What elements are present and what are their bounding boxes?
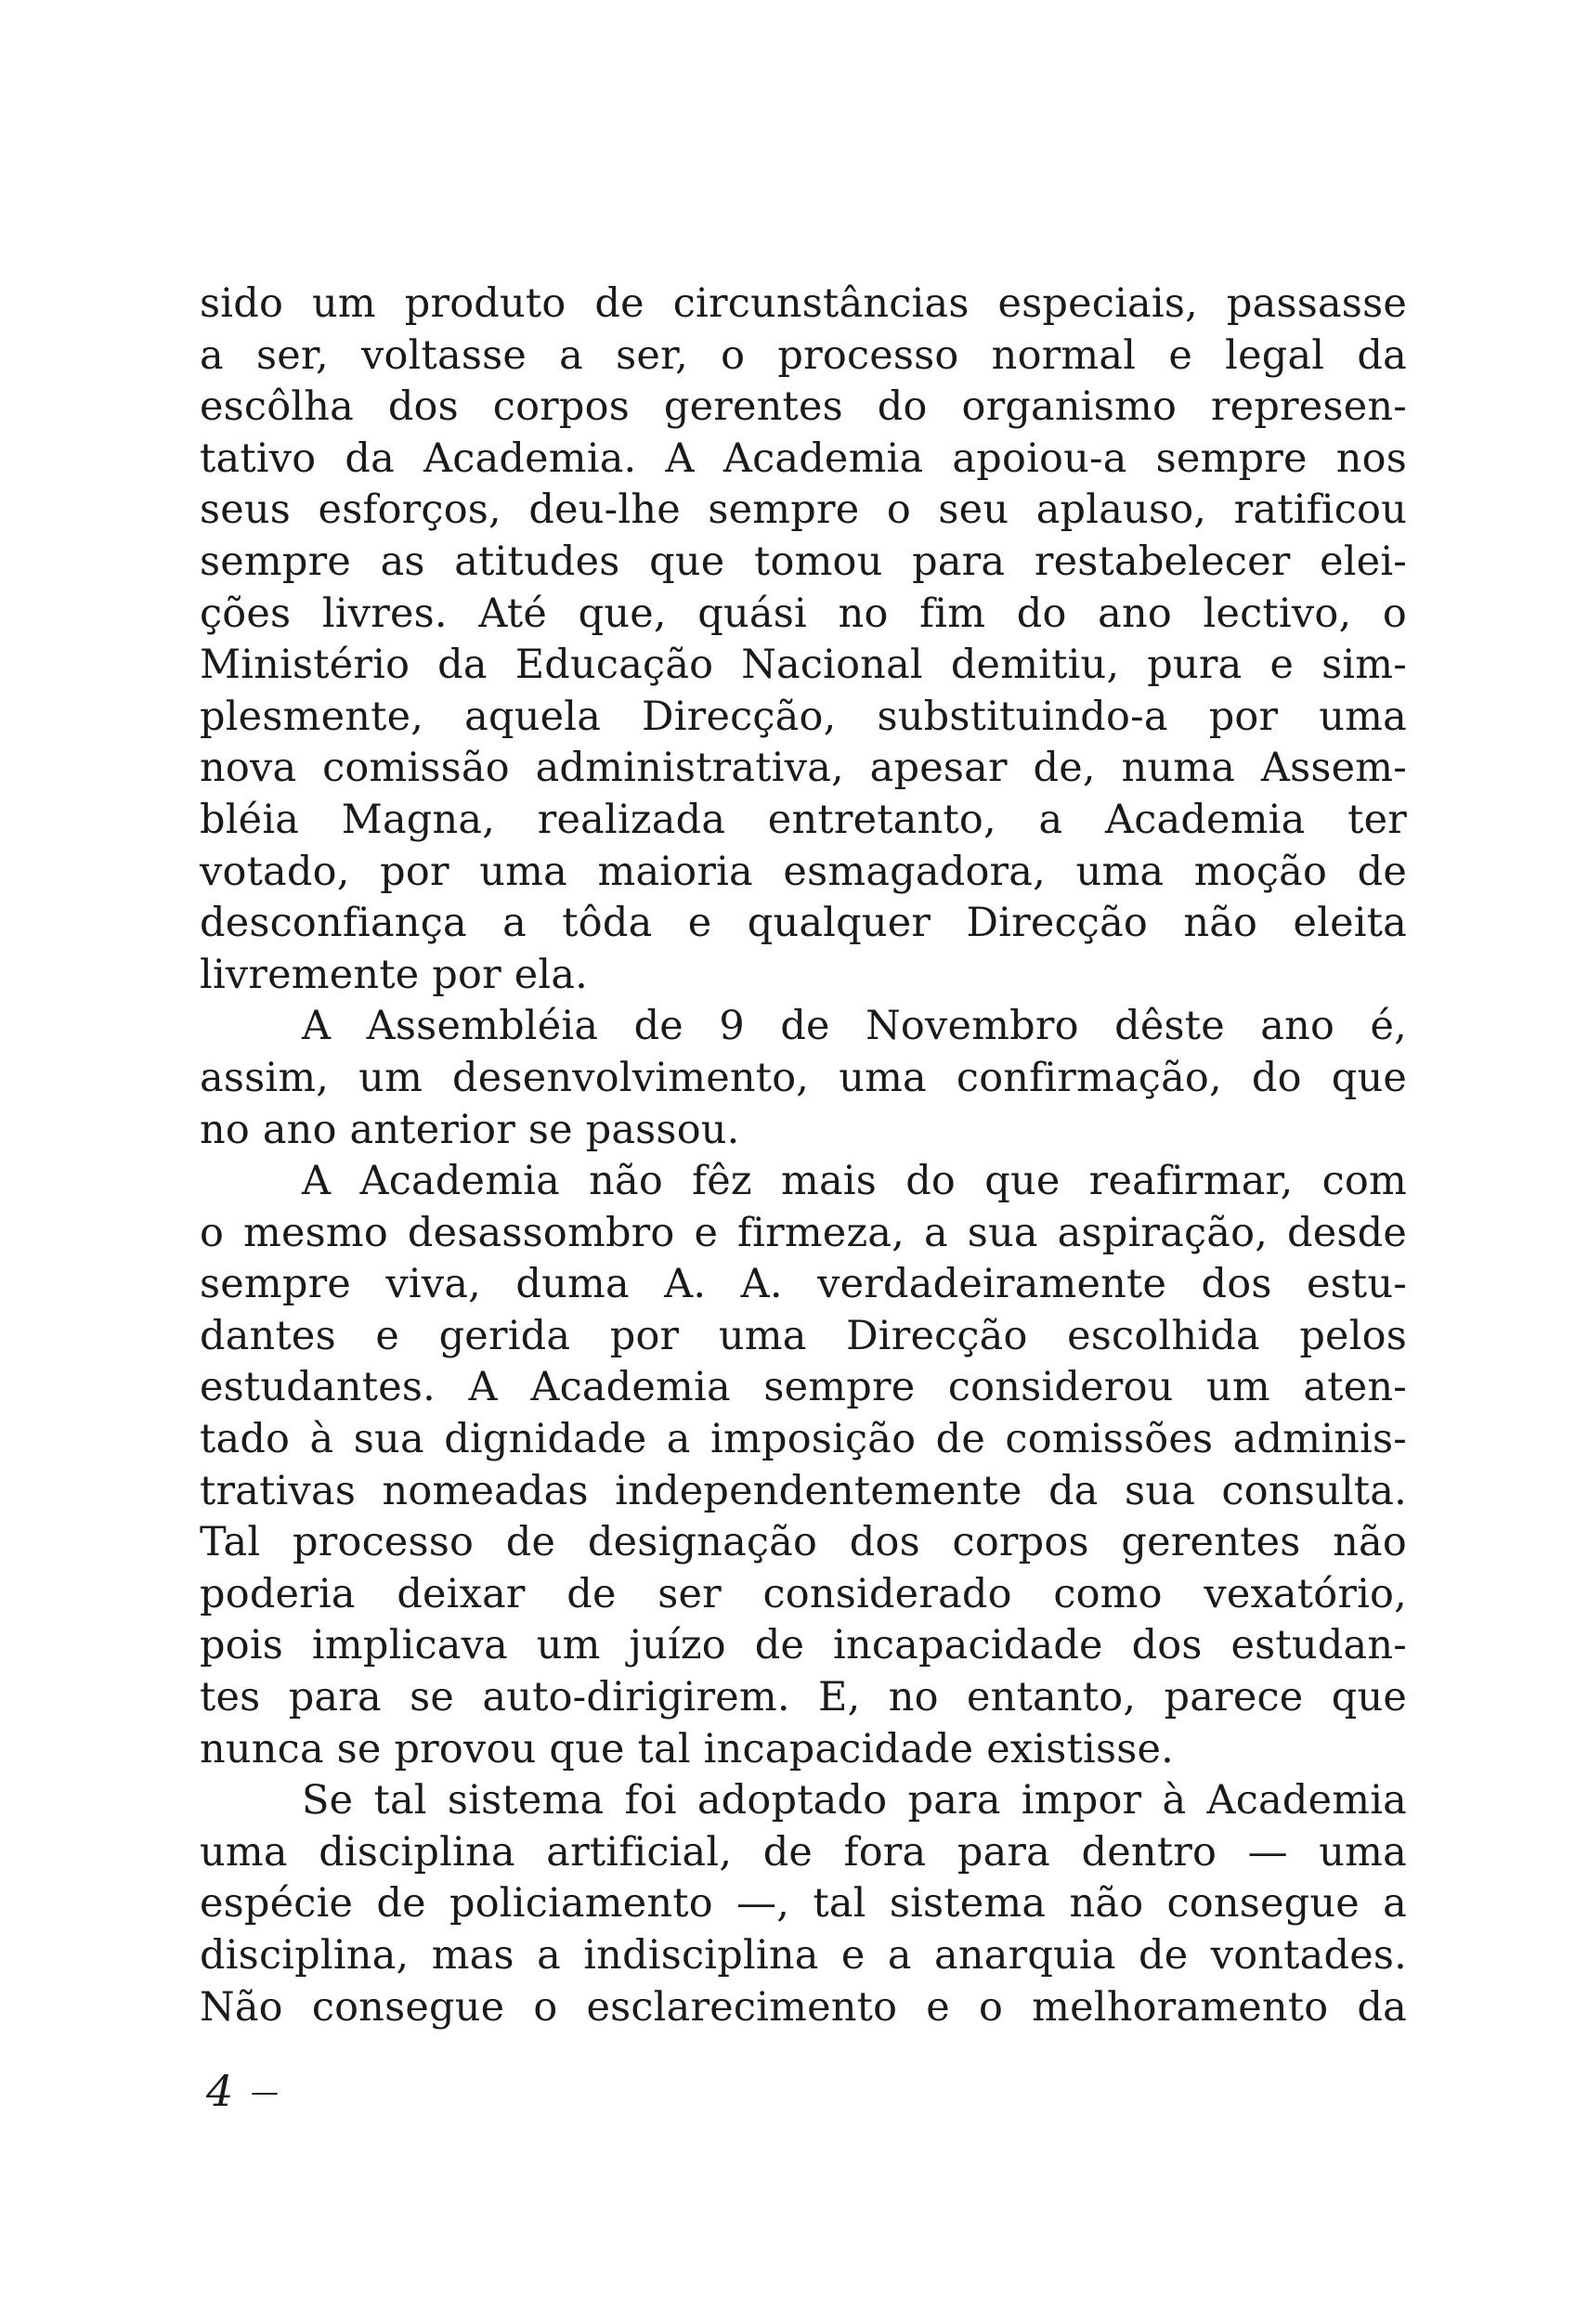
- text-line: escôlha dos corpos gerentes do organismo represen-: [200, 383, 1407, 431]
- text-line: uma disciplina artificial, de fora para dentro — uma: [200, 1828, 1407, 1876]
- text-line: disciplina, mas a indisciplina e a anarquia de vontades.: [200, 1932, 1407, 1979]
- text-line: Ministério da Educação Nacional demitiu, pura e sim-: [200, 642, 1407, 689]
- text-line: dantes e gerida por uma Direcção escolhida pelos: [200, 1312, 1407, 1359]
- text-line: a ser, voltasse a ser, o processo normal e legal da: [200, 331, 1407, 379]
- text-line: sempre viva, duma A. A. verdadeiramente dos estu-: [200, 1261, 1407, 1308]
- text-line: tativo da Academia. A Academia apoiou-a sempre nos: [200, 435, 1407, 482]
- text-line: Se tal sistema foi adoptado para impor à Academia: [302, 1777, 1407, 1824]
- text-line: poderia deixar de ser considerado como vexatório,: [200, 1570, 1407, 1617]
- text-line: estudantes. A Academia sempre considerou um aten-: [200, 1364, 1407, 1411]
- text-line: sido um produto de circunstâncias especiais, passasse: [200, 280, 1407, 327]
- text-line: tes para se auto-dirigirem. E, no entanto, parece que: [200, 1674, 1407, 1721]
- text-line: assim, um desenvolvimento, uma confirmação, do que: [200, 1054, 1407, 1101]
- text-line: trativas nomeadas independentemente da sua consulta.: [200, 1467, 1407, 1514]
- text-line: desconfiança a tôda e qualquer Direcção não eleita: [200, 900, 1407, 947]
- text-line: plesmente, aquela Direcção, substituindo-a por uma: [200, 693, 1407, 740]
- page-number: 4: [206, 2066, 234, 2116]
- text-line: seus esforços, deu-lhe sempre o seu aplauso, ratificou: [200, 487, 1407, 534]
- body-text: [200, 279, 1407, 2033]
- text-line: sempre as atitudes que tomou para restabelecer elei-: [200, 538, 1407, 585]
- page-number-dash: —: [251, 2076, 279, 2109]
- text-line: A Assembléia de 9 de Novembro dêste ano é,: [302, 1003, 1407, 1050]
- text-line: ções livres. Até que, quási no fim do ano lectivo, o: [200, 590, 1407, 637]
- text-line: nova comissão administrativa, apesar de, numa Assem-: [200, 745, 1407, 792]
- text-line: votado, por uma maioria esmagadora, uma moção de: [200, 848, 1407, 895]
- text-line: espécie de policiamento —, tal sistema não consegue a: [200, 1880, 1407, 1928]
- text-line: bléia Magna, realizada entretanto, a Academia ter: [200, 796, 1407, 843]
- text-line: pois implicava um juízo de incapacidade dos estudan-: [200, 1622, 1407, 1669]
- text-line: Tal processo de designação dos corpos gerentes não: [200, 1519, 1407, 1566]
- text-line: Não consegue o esclarecimento e o melhoramento da: [200, 1983, 1407, 2031]
- text-line: livremente por ela.: [200, 951, 589, 998]
- text-line: A Academia não fêz mais do que reafirmar, com: [302, 1158, 1407, 1205]
- text-line: nunca se provou que tal incapacidade existisse.: [200, 1725, 1175, 1772]
- text-line: no ano anterior se passou.: [200, 1106, 740, 1153]
- text-line: tado à sua dignidade a imposição de comissões adminis-: [200, 1416, 1407, 1463]
- text-line: o mesmo desassombro e firmeza, a sua aspiração, desde: [200, 1209, 1407, 1256]
